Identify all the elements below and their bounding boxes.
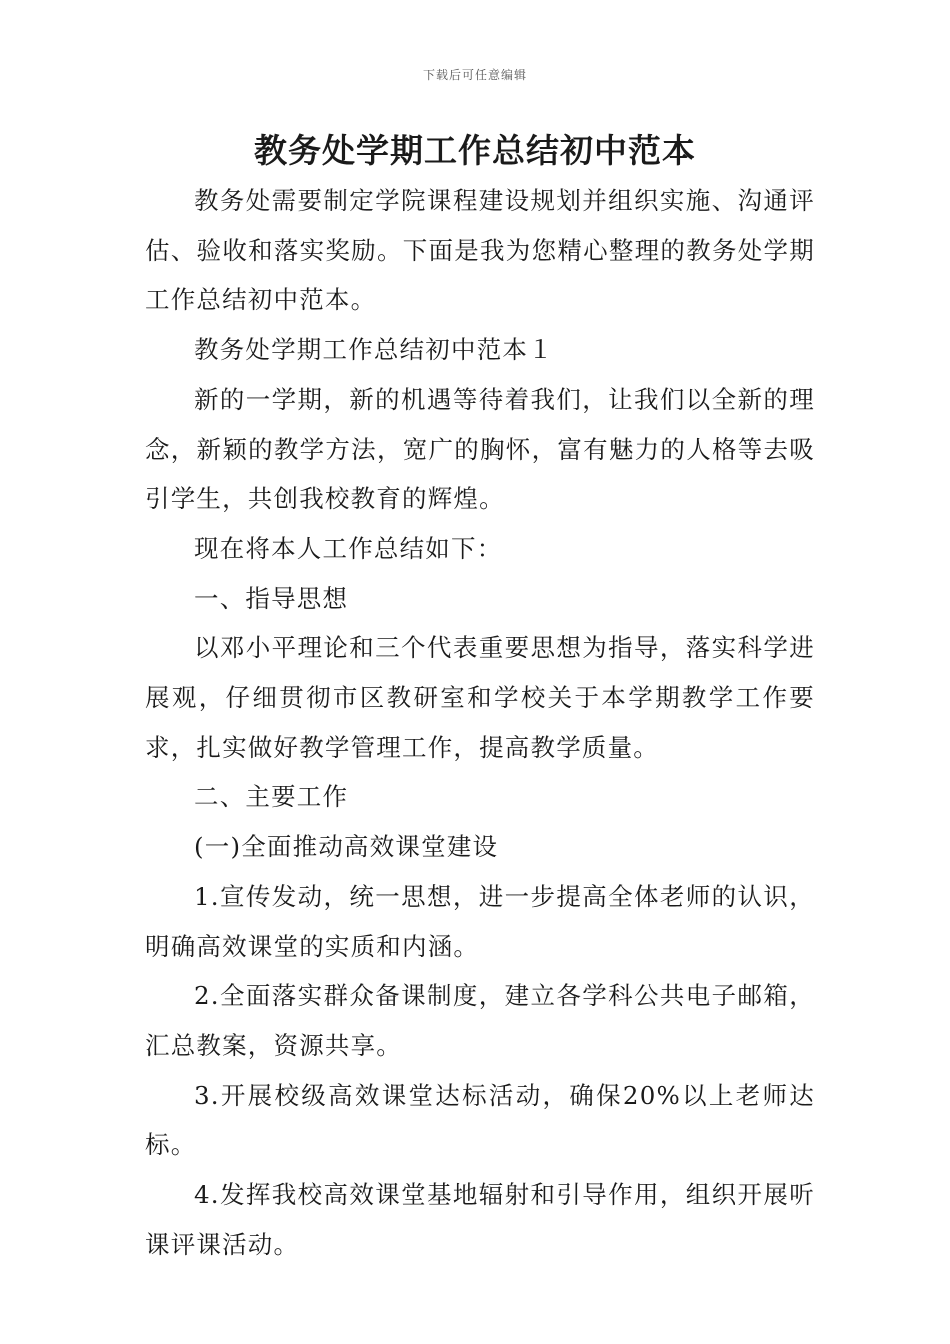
section-heading-guiding-thought: 一、指导思想 [194,583,349,613]
list-item-2: 2.全面落实群众备课制度，建立各学科公共电子邮箱，汇总教案，资源共享。 [145,981,815,1060]
list-item-1: 1.宣传发动，统一思想，进一步提高全体老师的认识，明确高效课堂的实质和内涵。 [145,881,815,961]
document-title: 教务处学期工作总结初中范本 [254,131,696,170]
paragraph-intro: 教务处需要制定学院课程建设规划并组织实施、沟通评估、验收和落实奖励。下面是我为您精心整理的教务处学期工作总结初中范本。 [145,186,815,315]
list-item-3: 3.开展校级高效课堂达标活动，确保20%以上老师达标。 [145,1080,815,1160]
section-heading-main-work: 二、主要工作 [194,782,349,812]
paragraph-summary-lead: 现在将本人工作总结如下： [194,533,503,563]
list-item-4: 4.发挥我校高效课堂基地辐射和引导作用，组织开展听课评课活动。 [145,1180,815,1259]
subsection-heading-classroom: (一)全面推动高效课堂建设 [194,832,499,862]
paragraph-opening: 新的一学期，新的机遇等待着我们，让我们以全新的理念，新颖的教学方法，宽广的胸怀，富有魅力的人格等去吸引学生，共创我校教育的辉煌。 [145,384,815,514]
header-note: 下载后可任意编辑 [422,68,527,82]
paragraph-guiding-thought: 以邓小平理论和三个代表重要思想为指导，落实科学进展观，仔细贯彻市区教研室和学校关于本学期教学工作要求，扎实做好教学管理工作，提高教学质量。 [145,633,815,762]
paragraph-subtitle: 教务处学期工作总结初中范本１ [194,335,554,365]
document-body [145,176,815,1269]
